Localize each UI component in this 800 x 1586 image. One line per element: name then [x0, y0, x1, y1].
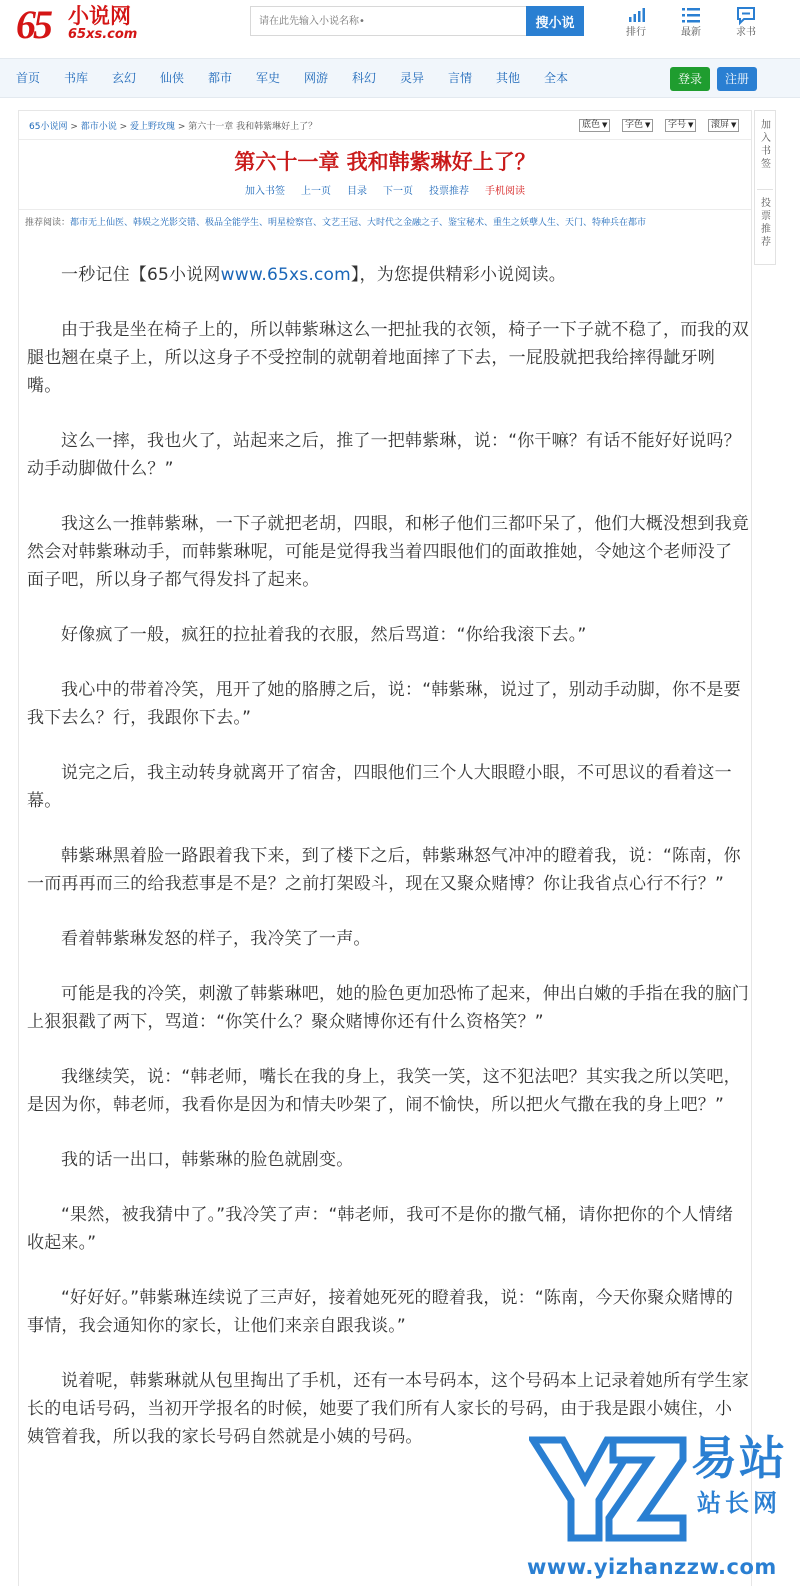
nav-xianxia[interactable]: 仙侠 — [160, 71, 185, 85]
nav-supernatural[interactable]: 灵异 — [400, 71, 425, 85]
bar-chart-icon — [616, 4, 656, 26]
paragraph: “果然，被我猜中了。”我冷笑了声：“韩老师，我可不是你的撒气桶，请你把你的个人情绪收起来。” — [27, 1205, 734, 1253]
nav-military[interactable]: 军史 — [256, 71, 281, 85]
nav-library[interactable]: 书库 — [64, 71, 89, 85]
divider — [19, 209, 751, 210]
mobile-reading-link[interactable]: 手机阅读 — [485, 186, 525, 197]
side-toolbar — [754, 110, 776, 265]
paragraph: 好像疯了一般，疯狂的拉扯着我的衣服，然后骂道：“你给我滚下去。” — [61, 625, 587, 645]
request-book-link[interactable] — [726, 4, 766, 44]
chapter-content — [27, 261, 749, 1478]
breadcrumb-separator: > — [67, 122, 81, 132]
latest-label: 最新 — [681, 27, 701, 38]
breadcrumb-separator: > — [116, 122, 130, 132]
search-box — [250, 6, 582, 36]
list-icon — [671, 4, 711, 26]
paragraph: 说完之后，我主动转身就离开了宿舍，四眼他们三个人大眼瞪小眼，不可思议的看着这一幕。 — [27, 763, 732, 811]
paragraph: 可能是我的冷笑，刺激了韩紫琳吧，她的脸色更加恐怖了起来，伸出白嫩的手指在我的脑门上狠狠戳了两下，骂道：“你笑什么？聚众赌博你还有什么资格笑？” — [27, 984, 749, 1032]
watermark-brand: 易站 — [691, 1431, 787, 1485]
font-size-select[interactable] — [665, 119, 696, 132]
main-nav — [0, 58, 800, 98]
paragraph: 这么一摔，我也火了，站起来之后，推了一把韩紫琳，说：“你干嘛？有话不能好好说吗？动手动脚做什么？” — [27, 431, 741, 479]
paragraph: 由于我是坐在椅子上的，所以韩紫琳这么一把扯我的衣领，椅子一下子就不稳了，而我的双腿也翘在桌子上，所以这身子不受控制的就朝着地面摔了下去，一屁股就把我给摔得龇牙咧嘴。 — [27, 320, 749, 396]
bg-color-select[interactable] — [579, 119, 610, 132]
intro-paragraph — [27, 261, 749, 289]
nav-urban[interactable]: 都市 — [208, 71, 233, 85]
logo-name: 小说网 — [68, 4, 131, 28]
side-bookmark-button[interactable]: 加入书签 — [761, 120, 771, 170]
breadcrumb-current: 第六十一章 我和韩紫琳好上了？ — [188, 122, 318, 132]
nav-romance[interactable]: 言情 — [448, 71, 473, 85]
paragraph: 说着呢，韩紫琳就从包里掏出了手机，还有一本号码本，这个号码本上记录着她所有学生家长的电话号码，当初开学报名的时候，她要了我们所有人家长的号码，由于我是跟小姨住，小姨管着我，所以我的家长号码自然就是小姨的号码。 — [27, 1371, 749, 1447]
chapter-actions — [19, 185, 751, 199]
vote-recommend-link[interactable]: 投票推荐 — [429, 186, 469, 197]
font-color-label: 字色 — [625, 120, 644, 130]
chevron-down-icon: ▼ — [602, 121, 608, 129]
ranking-link[interactable] — [616, 4, 656, 44]
divider — [19, 139, 751, 140]
site-url: www.65xs.com — [220, 265, 351, 285]
recommend-book-links[interactable]: 都市无上仙医、韩娱之光影交错、极品全能学生、明星检察官、文艺王冠、大时代之金融之子、鉴宝秘术、重生之妖孽人生、天门、特种兵在都市 — [70, 218, 647, 228]
recommended-reading — [25, 217, 749, 230]
next-page-link[interactable]: 下一页 — [383, 186, 413, 197]
request-book-label: 求书 — [736, 27, 756, 38]
paragraph: “好好好。”韩紫琳连续说了三声好，接着她死死的瞪着我，说：“陈南，今天你聚众赌博的事情，我会通知你的家长，让他们来亲自跟我谈。” — [27, 1288, 734, 1336]
breadcrumb-home[interactable]: 65小说网 — [29, 122, 68, 132]
auto-scroll-label: 滚屏 — [711, 120, 730, 130]
chapter-title: 第六十一章 我和韩紫琳好上了？ — [234, 150, 536, 174]
nav-online-game[interactable]: 网游 — [304, 71, 329, 85]
chevron-down-icon: ▼ — [688, 121, 694, 129]
paragraph: 我的话一出口，韩紫琳的脸色就剧变。 — [61, 1150, 354, 1170]
search-button[interactable]: 搜小说 — [526, 6, 584, 36]
intro-suffix: 】，为您提供精彩小说阅读。 — [350, 265, 566, 285]
breadcrumb-book[interactable]: 爱上野玫瑰 — [130, 122, 176, 132]
table-of-contents-link[interactable]: 目录 — [347, 186, 367, 197]
breadcrumb-category[interactable]: 都市小说 — [80, 122, 117, 132]
latest-link[interactable] — [671, 4, 711, 44]
nav-fantasy[interactable]: 玄幻 — [112, 71, 137, 85]
site-logo[interactable] — [14, 2, 144, 48]
nav-scifi[interactable]: 科幻 — [352, 71, 377, 85]
prev-page-link[interactable]: 上一页 — [301, 186, 331, 197]
paragraph: 我心中的带着冷笑，甩开了她的胳膊之后，说：“韩紫琳，说过了，别动手动脚，你不是要我下去么？行，我跟你下去。” — [27, 680, 741, 728]
yz-logo-icon — [529, 1434, 687, 1544]
breadcrumb-separator: > — [175, 122, 189, 132]
bg-color-label: 底色 — [582, 120, 601, 130]
intro-prefix: 一秒记住【65小说网 — [61, 265, 221, 285]
watermark — [523, 1430, 800, 1586]
breadcrumb — [29, 121, 317, 133]
logo-number: 65 — [16, 2, 50, 47]
chevron-down-icon: ▼ — [645, 121, 651, 129]
paragraph: 我这么一推韩紫琳，一下子就把老胡，四眼，和彬子他们三都吓呆了，他们大概没想到我竟然会对韩紫琳动手，而韩紫琳呢，可能是觉得我当着四眼他们的面敢推她，令她这个老师没了面子吧，所以身子都气得发抖了起来。 — [27, 514, 749, 590]
site-header — [0, 0, 800, 56]
nav-home[interactable]: 首页 — [16, 71, 41, 85]
watermark-url: www.yizhanzzw.com — [527, 1555, 777, 1579]
nav-complete[interactable]: 全本 — [544, 71, 569, 85]
search-input[interactable] — [250, 6, 526, 36]
side-vote-button[interactable]: 投票推荐 — [761, 198, 771, 248]
font-color-select[interactable] — [622, 119, 653, 132]
add-bookmark-link[interactable]: 加入书签 — [245, 186, 285, 197]
paragraph: 我继续笑，说：“韩老师，嘴长在我的身上，我笑一笑，这不犯法吧？其实我之所以笑吧，是因为你，韩老师，我看你是因为和情夫吵架了，闹不愉快，所以把火气撒在我的身上吧？” — [27, 1067, 741, 1115]
chevron-down-icon: ▼ — [731, 121, 737, 129]
reading-panel — [18, 110, 752, 1586]
ranking-label: 排行 — [626, 27, 646, 38]
register-button[interactable]: 注册 — [717, 67, 757, 91]
auto-scroll-select[interactable] — [708, 119, 739, 132]
login-button[interactable]: 登录 — [670, 67, 710, 91]
recommend-label: 推荐阅读： — [25, 218, 71, 228]
paragraph: 看着韩紫琳发怒的样子，我冷笑了一声。 — [61, 929, 371, 949]
watermark-subtitle: 站长网 — [697, 1489, 781, 1517]
side-divider — [757, 189, 773, 190]
logo-domain: 65xs.com — [68, 27, 138, 42]
nav-other[interactable]: 其他 — [496, 71, 521, 85]
paragraph: 韩紫琳黑着脸一路跟着我下来，到了楼下之后，韩紫琳怒气冲冲的瞪着我，说：“陈南，你一而再再而三的给我惹事是不是？之前打架殴斗，现在又聚众赌博？你让我省点心行不行？” — [27, 846, 741, 894]
font-size-label: 字号 — [668, 120, 687, 130]
chat-icon — [726, 4, 766, 26]
